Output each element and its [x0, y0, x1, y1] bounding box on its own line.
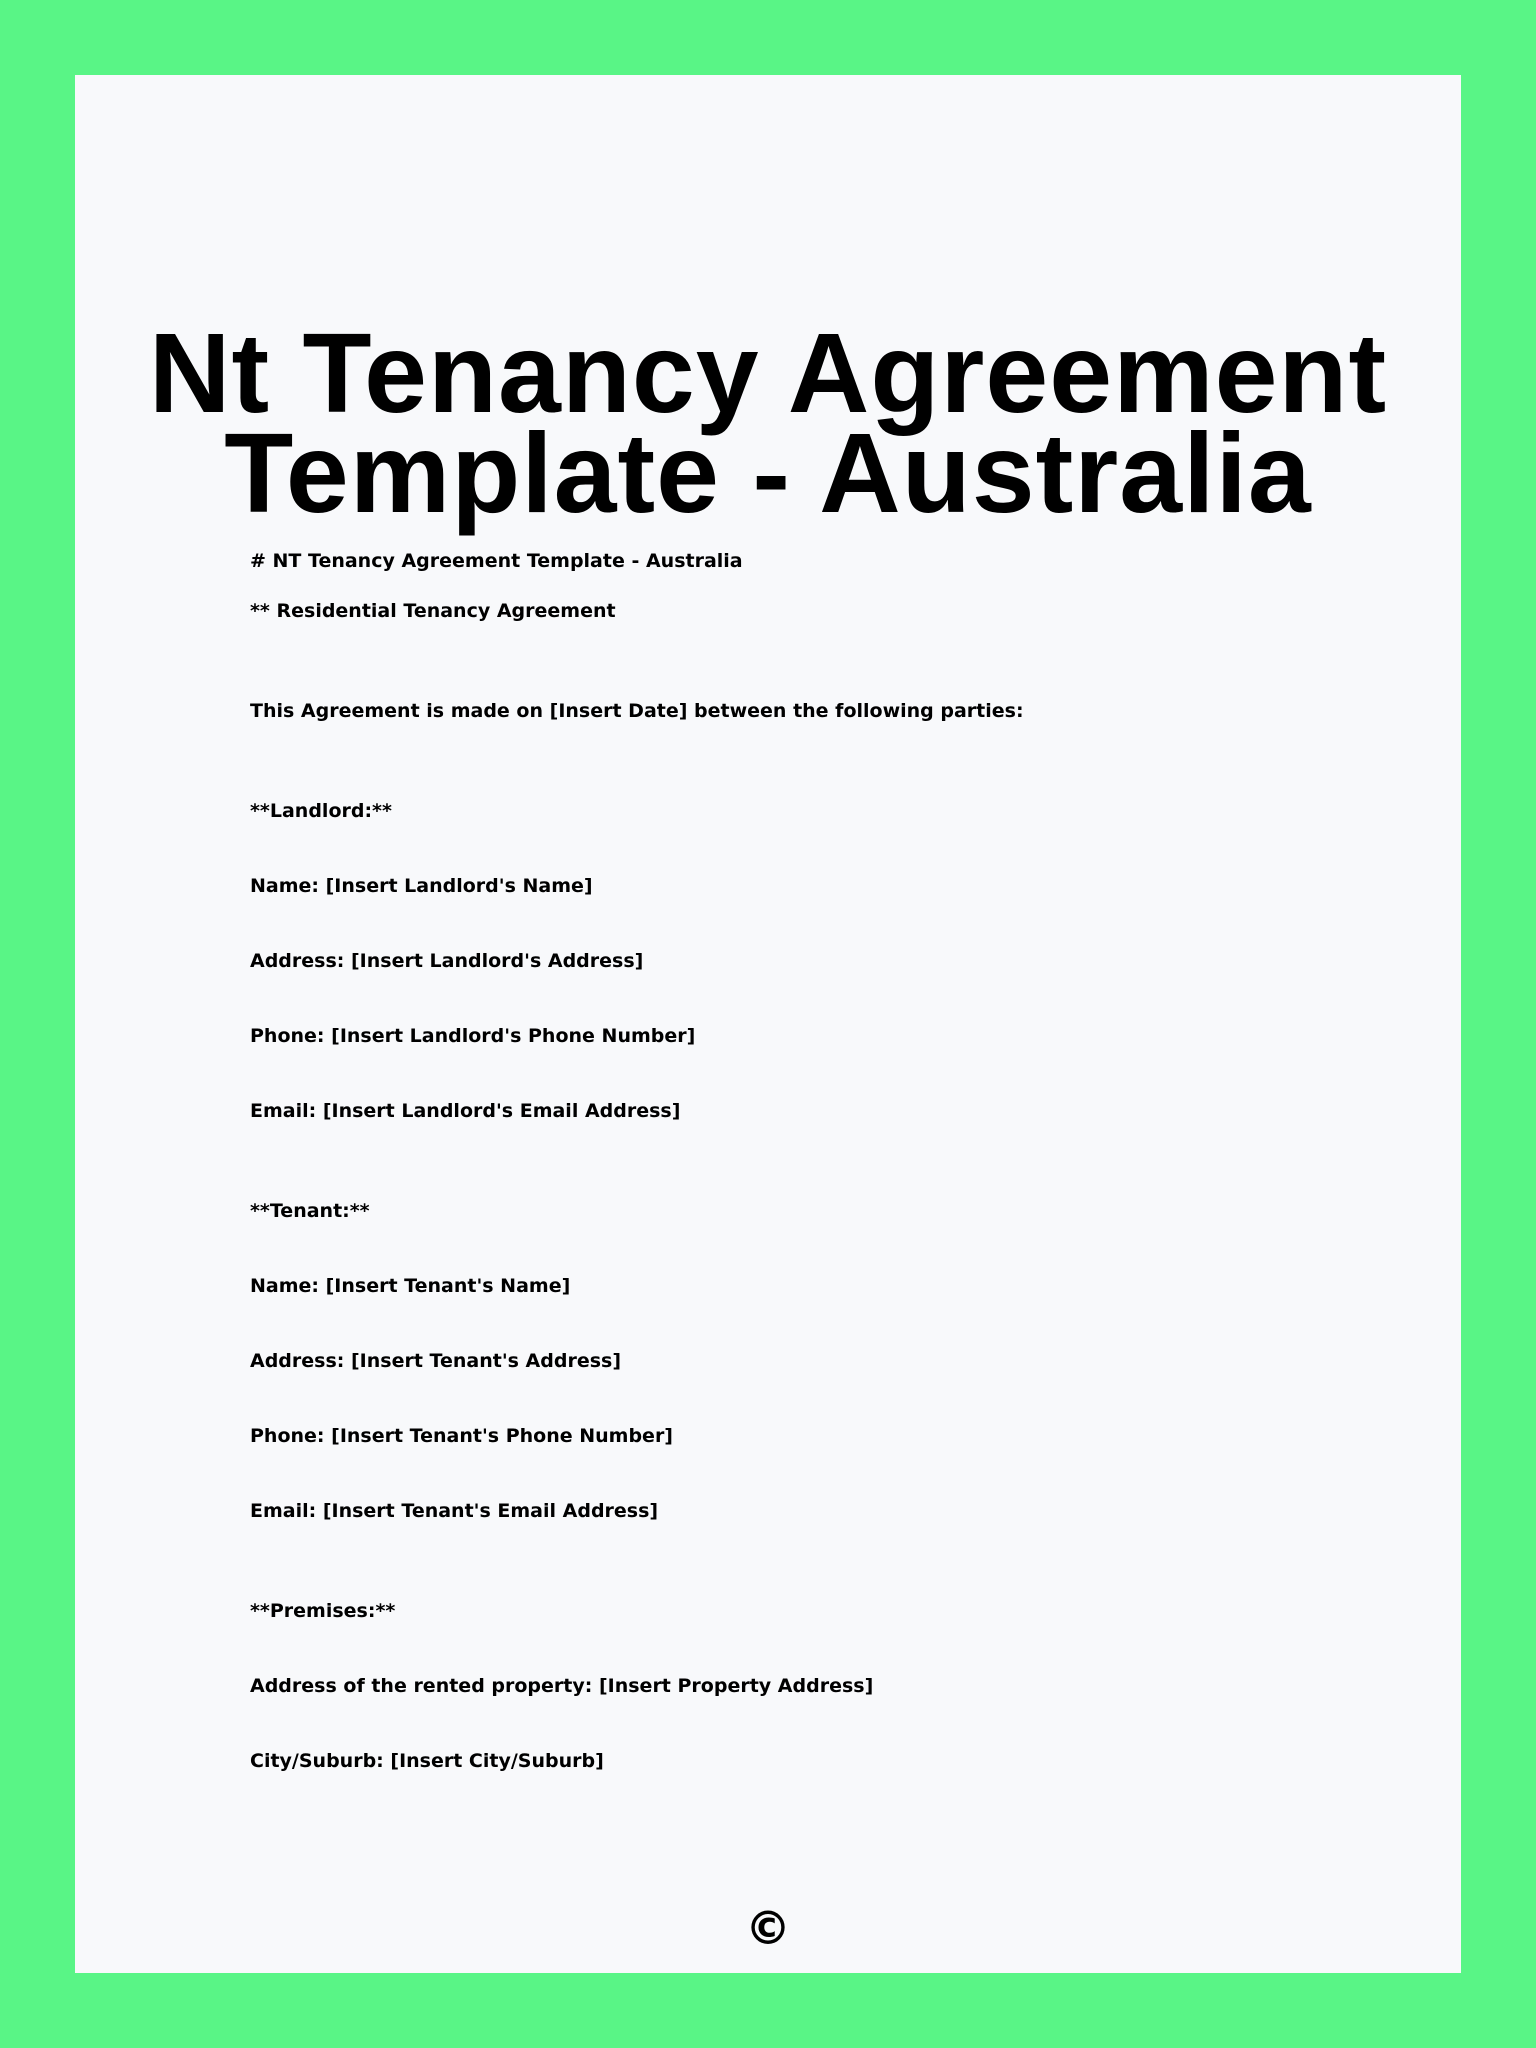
tenant-name-line: Name: [Insert Tenant's Name]: [250, 1275, 571, 1297]
document-title-line-1: Nt Tenancy Agreement: [148, 310, 1388, 436]
city-suburb-line: City/Suburb: [Insert City/Suburb]: [250, 1750, 604, 1772]
landlord-heading: **Landlord:**: [250, 800, 392, 822]
tenant-heading: **Tenant:**: [250, 1200, 370, 1222]
landlord-phone-line: Phone: [Insert Landlord's Phone Number]: [250, 1025, 696, 1047]
document-title-line-2: Template - Australia: [224, 410, 1312, 536]
copyright-icon: ©: [745, 1901, 791, 1955]
landlord-address-line: Address: [Insert Landlord's Address]: [250, 950, 644, 972]
markdown-heading-line: # NT Tenancy Agreement Template - Australia: [250, 550, 743, 572]
landlord-email-line: Email: [Insert Landlord's Email Address]: [250, 1100, 681, 1122]
landlord-name-line: Name: [Insert Landlord's Name]: [250, 875, 593, 897]
premises-heading: **Premises:**: [250, 1600, 396, 1622]
tenant-email-line: Email: [Insert Tenant's Email Address]: [250, 1500, 659, 1522]
agreement-type-line: ** Residential Tenancy Agreement: [250, 600, 616, 622]
tenant-address-line: Address: [Insert Tenant's Address]: [250, 1350, 622, 1372]
document-title: [75, 310, 1461, 536]
tenant-phone-line: Phone: [Insert Tenant's Phone Number]: [250, 1425, 673, 1447]
property-address-line: Address of the rented property: [Insert Property Address]: [250, 1675, 874, 1697]
agreement-intro-line: This Agreement is made on [Insert Date] between the following parties:: [250, 700, 1024, 722]
document-page: [75, 75, 1461, 1973]
